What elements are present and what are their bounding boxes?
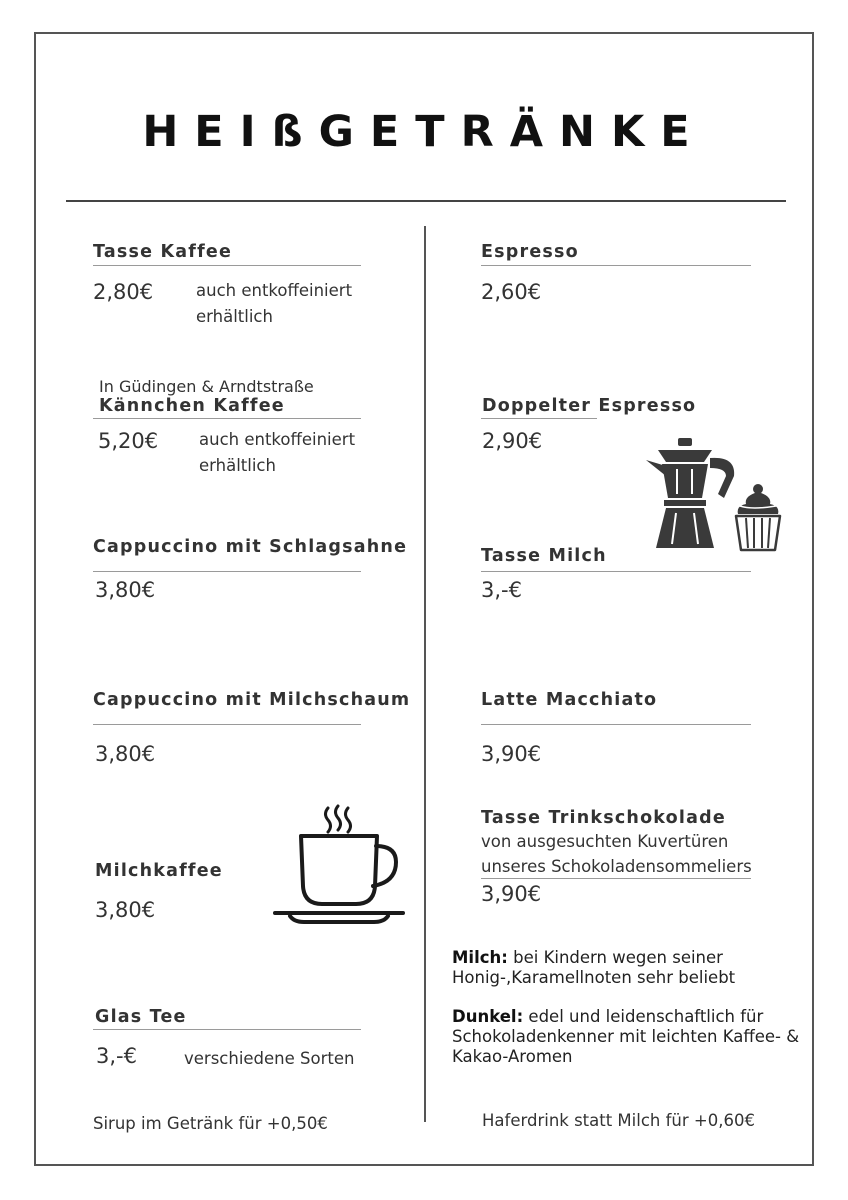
menu-title: HEIßGETRÄNKE xyxy=(142,107,706,157)
item-price-cappuccino-sahne: 3,80€ xyxy=(95,578,156,602)
info-dunkel-label: Dunkel: xyxy=(452,1007,524,1026)
item-price-cappuccino-schaum: 3,80€ xyxy=(95,742,156,766)
item-note-glas-tee: verschiedene Sorten xyxy=(184,1049,355,1068)
item-price-tasse-milch: 3,-€ xyxy=(481,578,522,602)
item-name-kaennchen-kaffee: Kännchen Kaffee xyxy=(99,396,285,416)
item-underline xyxy=(93,265,361,266)
info-milch xyxy=(452,948,802,988)
location-note: In Güdingen & Arndtstraße xyxy=(99,377,314,396)
item-name-doppelter-espresso: Doppelter Espresso xyxy=(482,396,697,416)
item-underline xyxy=(481,724,751,725)
item-underline xyxy=(481,265,751,266)
item-price-espresso: 2,60€ xyxy=(481,280,542,304)
item-desc-trinkschokolade-2: unseres Schokoladensommeliers xyxy=(481,857,752,876)
item-price-doppelter-espresso: 2,90€ xyxy=(482,429,543,453)
item-name-espresso: Espresso xyxy=(481,242,579,262)
item-price-glas-tee: 3,-€ xyxy=(96,1044,137,1068)
item-price-latte-macchiato: 3,90€ xyxy=(481,742,542,766)
item-name-tasse-kaffee: Tasse Kaffee xyxy=(93,242,233,262)
item-price-tasse-kaffee: 2,80€ xyxy=(93,280,154,304)
item-note-kaennchen-kaffee: auch entkoffeiniert erhältlich xyxy=(199,430,356,475)
item-name-trinkschokolade: Tasse Trinkschokolade xyxy=(481,808,726,828)
item-underline xyxy=(93,724,361,725)
item-underline xyxy=(481,418,597,419)
item-note-tasse-kaffee: auch entkoffeiniert erhältlich xyxy=(196,281,353,326)
moka-pot-icon xyxy=(644,436,738,552)
item-underline xyxy=(93,418,361,419)
info-dunkel xyxy=(452,1007,802,1067)
info-milch-label: Milch: xyxy=(452,948,508,967)
item-name-milchkaffee: Milchkaffee xyxy=(95,861,223,881)
info-milch-text: bei Kindern wegen seiner Honig-,Karamellnoten sehr beliebt xyxy=(452,948,736,987)
footer-sirup: Sirup im Getränk für +0,50€ xyxy=(93,1114,328,1133)
item-underline xyxy=(481,571,751,572)
item-name-tasse-milch: Tasse Milch xyxy=(481,546,607,566)
coffee-cup-icon xyxy=(270,800,410,930)
item-name-latte-macchiato: Latte Macchiato xyxy=(481,690,658,710)
item-underline xyxy=(93,1029,361,1030)
item-name-glas-tee: Glas Tee xyxy=(95,1007,187,1027)
item-name-cappuccino-sahne: Cappuccino mit Schlagsahne xyxy=(93,537,408,557)
item-name-cappuccino-schaum: Cappuccino mit Milchschaum xyxy=(93,690,411,710)
item-underline xyxy=(93,571,361,572)
cupcake-icon xyxy=(732,480,784,552)
item-price-trinkschokolade: 3,90€ xyxy=(481,882,542,906)
item-desc-trinkschokolade-1: von ausgesuchten Kuvertüren xyxy=(481,832,729,851)
title-divider xyxy=(66,200,786,202)
info-dunkel-text: edel und leidenschaftlich für Schokoladenkenner mit leichten Kaffee- & Kakao-Aromen xyxy=(452,1007,800,1066)
item-underline xyxy=(481,878,751,879)
footer-haferdrink: Haferdrink statt Milch für +0,60€ xyxy=(482,1111,755,1130)
column-divider xyxy=(424,226,426,1122)
item-price-kaennchen-kaffee: 5,20€ xyxy=(98,429,159,453)
item-price-milchkaffee: 3,80€ xyxy=(95,898,156,922)
